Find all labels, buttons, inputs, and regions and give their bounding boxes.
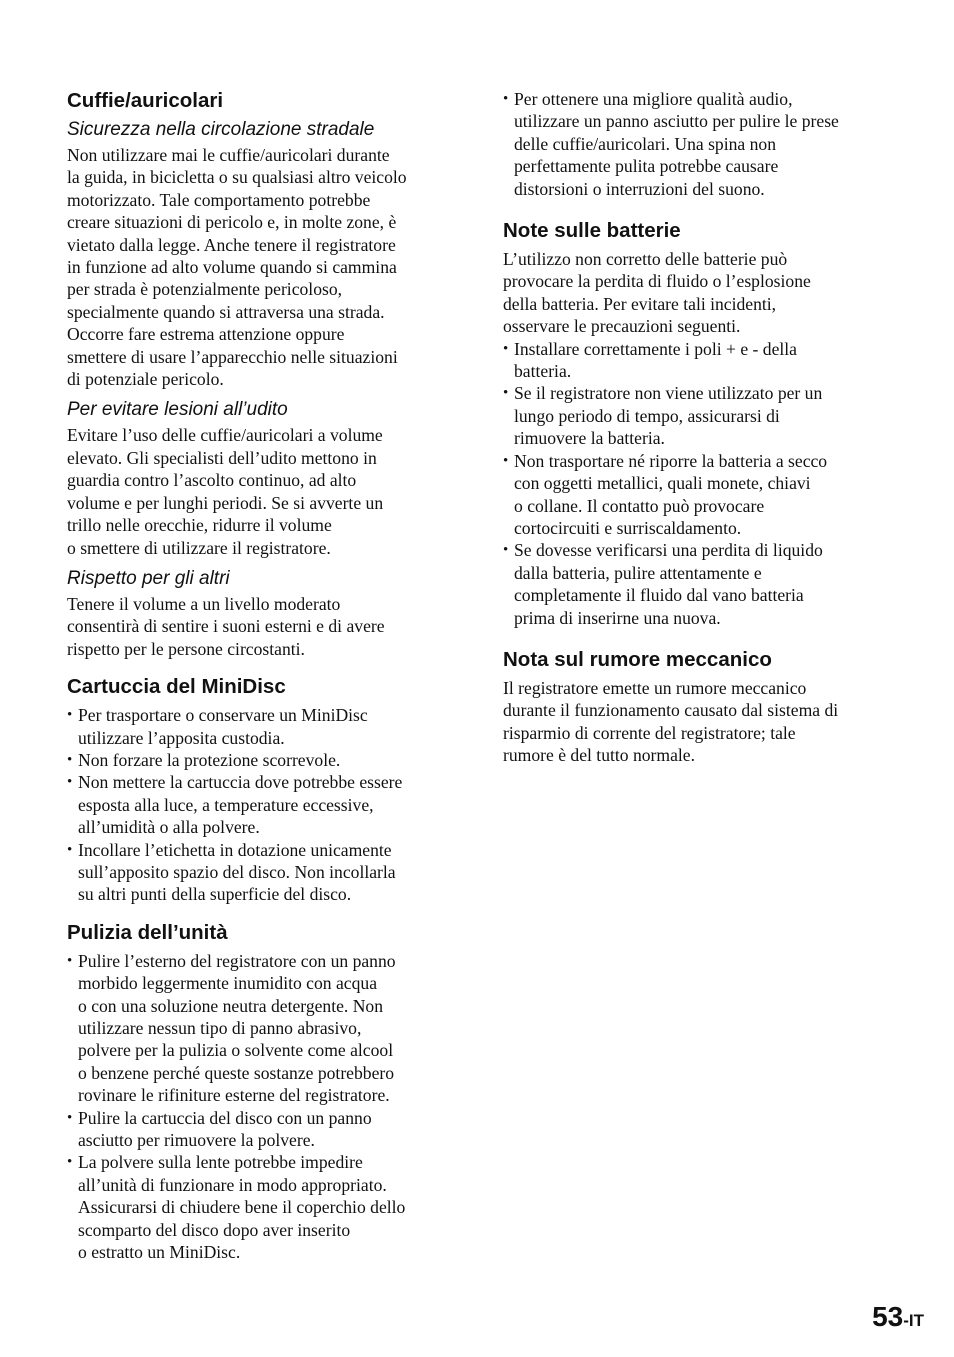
text-line: Per ottenere una migliore qualità audio, <box>514 89 793 109</box>
subheading-sicurezza: Sicurezza nella circolazione stradale <box>67 119 375 140</box>
text-line: di potenziale pericolo. <box>67 369 224 390</box>
text-line: la guida, in bicicletta o su qualsiasi altro veicolo <box>67 167 407 188</box>
text-line: cortocircuiti e surriscaldamento. <box>514 517 742 538</box>
page-number <box>872 1300 924 1338</box>
paragraph-rumore <box>503 677 888 767</box>
text-line: utilizzare nessun tipo di panno abrasivo, <box>78 1018 362 1038</box>
text-line: creare situazioni di pericolo e, in molte zone, è <box>67 212 397 233</box>
text-line: o benzene perché queste sostanze potrebbero <box>78 1062 395 1083</box>
text-line: per strada è potenzialmente pericoloso, <box>67 279 343 300</box>
text-line: esposta alla luce, a temperature eccessive, <box>78 794 374 815</box>
text-line: rovinare le rifiniture esterne del registratore. <box>78 1085 390 1106</box>
text-line: o smettere di utilizzare il registratore. <box>67 537 331 558</box>
text-line: Per trasportare o conservare un MiniDisc <box>78 705 368 726</box>
paragraph-sicurezza <box>67 144 447 390</box>
bullet-item <box>67 1107 447 1152</box>
bullet-item <box>67 704 447 749</box>
paragraph-batterie <box>503 248 888 338</box>
right-column <box>503 88 888 767</box>
bullet-item <box>67 749 447 771</box>
text-line: asciutto per rimuovere la polvere. <box>78 1130 315 1151</box>
text-line: Occorre fare estrema attenzione oppure <box>67 324 345 345</box>
text-line: all’umidità o alla polvere. <box>78 817 260 838</box>
text-line: prima di inserirne una nuova. <box>514 607 721 628</box>
text-line: in funzione ad alto volume quando si cammina <box>67 257 397 278</box>
text-line: trillo nelle orecchie, ridurre il volume <box>67 515 332 536</box>
bullet-item <box>67 771 447 838</box>
text-line: morbido leggermente inumidito con acqua <box>78 973 378 994</box>
bullet-item <box>503 88 888 200</box>
text-line: vietato dalla legge. Anche tenere il registratore <box>67 234 396 255</box>
text-line: rumore è del tutto normale. <box>503 745 696 766</box>
text-line: dalla batteria, pulire attentamente e <box>514 562 762 583</box>
text-line: lungo periodo di tempo, assicurarsi di <box>514 405 780 426</box>
bullet-item <box>67 950 447 1107</box>
text-line: su altri punti della superficie del disco. <box>78 884 352 905</box>
text-line: scomparto del disco dopo aver inserito <box>78 1219 351 1240</box>
text-line: osservare le precauzioni seguenti. <box>503 316 741 337</box>
paragraph-rispetto <box>67 593 447 660</box>
text-line: distorsioni o interruzioni del suono. <box>514 178 765 199</box>
section-heading-cartuccia: Cartuccia del MiniDisc <box>67 675 286 699</box>
text-line: durante il funzionamento causato dal sistema di <box>503 700 839 721</box>
text-line: Evitare l’uso delle cuffie/auricolari a volume <box>67 425 383 446</box>
text-line: polvere per la pulizia o solvente come alcool <box>78 1040 394 1061</box>
text-line: guardia contro l’ascolto continuo, ad alto <box>67 470 357 491</box>
text-line: all’unità di funzionare in modo appropriato. <box>78 1174 387 1195</box>
text-line: completamente il fluido dal vano batteria <box>514 585 804 606</box>
text-line: Non trasportare né riporre la batteria a secco <box>514 450 828 471</box>
section-heading-cuffie: Cuffie/auricolari <box>67 89 224 112</box>
section-heading-rumore: Nota sul rumore meccanico <box>503 647 772 671</box>
bullet-item <box>503 539 888 629</box>
bullet-item <box>503 382 888 449</box>
text-line: Pulire la cartuccia del disco con un panno <box>78 1107 372 1128</box>
text-line: o estratto un MiniDisc. <box>78 1242 241 1263</box>
text-line: Non utilizzare mai le cuffie/auricolari durante <box>67 145 390 165</box>
page-number-value: 53 <box>872 1301 904 1332</box>
text-line: rimuovere la batteria. <box>514 428 665 449</box>
left-column <box>67 88 447 1263</box>
bullet-item <box>503 450 888 540</box>
subheading-rispetto: Rispetto per gli altri <box>67 567 230 589</box>
bullet-list-cartuccia <box>67 704 447 906</box>
text-line: La polvere sulla lente potrebbe impedire <box>78 1152 363 1173</box>
text-line: Assicurarsi di chiudere bene il coperchio dello <box>78 1197 406 1218</box>
section-heading-pulizia: Pulizia dell’unità <box>67 920 228 944</box>
text-line: delle cuffie/auricolari. Una spina non <box>514 133 777 154</box>
text-line: utilizzare l’apposita custodia. <box>78 727 285 748</box>
text-line: o collane. Il contatto può provocare <box>514 495 765 516</box>
text-line: Pulire l’esterno del registratore con un panno <box>78 950 396 971</box>
text-line: sull’apposito spazio del disco. Non incollarla <box>78 861 396 882</box>
text-line: batteria. <box>514 361 572 382</box>
text-line: rispetto per le persone circostanti. <box>67 638 305 659</box>
bullet-item <box>503 338 888 383</box>
text-line: smettere di usare l’apparecchio nelle situazioni <box>67 346 398 367</box>
text-line: elevato. Gli specialisti dell’udito mettono in <box>67 447 377 468</box>
subheading-udito: Per evitare lesioni all’udito <box>67 399 288 421</box>
bullet-item <box>67 1151 447 1263</box>
text-line: provocare la perdita di fluido o l’esplosione <box>503 271 811 292</box>
text-line: specialmente quando si attraversa una strada. <box>67 301 385 322</box>
text-line: Installare correttamente i poli + e - della <box>514 338 797 359</box>
text-line: con oggetti metallici, quali monete, chiavi <box>514 473 811 494</box>
text-line: motorizzato. Tale comportamento potrebbe <box>67 189 371 210</box>
text-line: volume e per lunghi periodi. Se si avverte un <box>67 492 384 513</box>
text-line: perfettamente pulita potrebbe causare <box>514 156 779 177</box>
text-line: consentirà di sentire i suoni esterni e di avere <box>67 616 385 637</box>
bullet-list-batterie <box>503 338 888 629</box>
paragraph-udito <box>67 424 447 558</box>
text-line: Incollare l’etichetta in dotazione unicamente <box>78 839 392 860</box>
bullet-list-pulizia-continued <box>503 88 888 200</box>
text-line: Se il registratore non viene utilizzato per un <box>514 383 823 404</box>
bullet-item <box>67 839 447 906</box>
text-line: L’utilizzo non corretto delle batterie può <box>503 249 788 270</box>
text-line: risparmio di corrente del registratore; tale <box>503 722 796 743</box>
text-line: Tenere il volume a un livello moderato <box>67 593 341 614</box>
text-line: Se dovesse verificarsi una perdita di liquido <box>514 540 823 561</box>
text-line: Non forzare la protezione scorrevole. <box>78 749 341 770</box>
text-line: della batteria. Per evitare tali incidenti, <box>503 293 777 314</box>
page-number-suffix: -IT <box>903 1311 924 1330</box>
text-line: o con una soluzione neutra detergente. Non <box>78 995 384 1016</box>
bullet-list-pulizia <box>67 950 447 1264</box>
section-heading-batterie: Note sulle batterie <box>503 219 681 243</box>
text-line: Il registratore emette un rumore meccanico <box>503 677 807 698</box>
text-line: utilizzare un panno asciutto per pulire le prese <box>514 111 839 132</box>
text-line: Non mettere la cartuccia dove potrebbe essere <box>78 772 403 793</box>
